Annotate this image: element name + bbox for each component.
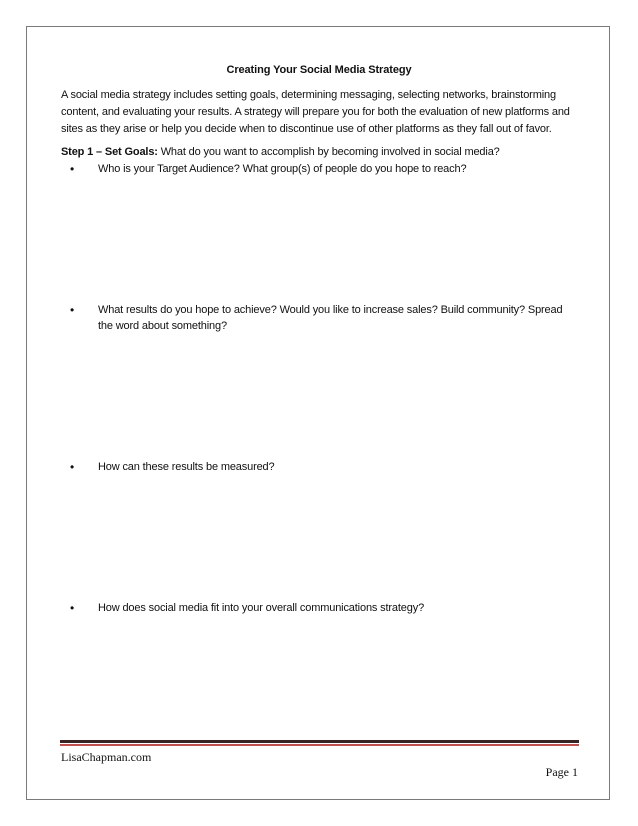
bullet-text: What results do you hope to achieve? Would you like to increase sales? Build community? Spread the word about something?	[98, 304, 563, 332]
bullet-text: How does social media fit into your overall communications strategy?	[98, 602, 425, 614]
bullet-dot-icon: •	[70, 303, 75, 317]
bullet-item-measurement	[70, 459, 580, 475]
footer-page-number: Page 1	[545, 765, 578, 779]
bullet-item-communications	[70, 600, 580, 616]
step-1-question: What do you want to accomplish by becoming involved in social media?	[157, 146, 500, 158]
bullet-dot-icon: •	[70, 601, 75, 615]
intro-paragraph: A social media strategy includes setting goals, determining messaging, selecting networks, brainstorming content, and evaluating your results. A strategy will prepare you for both the evaluation of new platforms and sites as they arise or help you decide when to discontinue use of other platforms as they fall out of favor.	[61, 89, 570, 135]
step-1-heading	[61, 144, 581, 161]
page-border	[26, 26, 610, 800]
step-1-label: Step 1 – Set Goals:	[61, 146, 158, 158]
footer-rule-dark	[60, 740, 579, 743]
bullet-dot-icon: •	[70, 162, 75, 176]
document-title: Creating Your Social Media Strategy	[226, 64, 412, 76]
footer-rule-accent	[60, 744, 579, 746]
bullet-item-target-audience	[70, 161, 580, 177]
bullet-item-results	[70, 302, 580, 334]
bullet-text: Who is your Target Audience? What group(s) of people do you hope to reach?	[98, 163, 467, 175]
bullet-text: How can these results be measured?	[98, 461, 275, 473]
footer-site-name: LisaChapman.com	[61, 750, 152, 764]
bullet-dot-icon: •	[70, 460, 75, 474]
